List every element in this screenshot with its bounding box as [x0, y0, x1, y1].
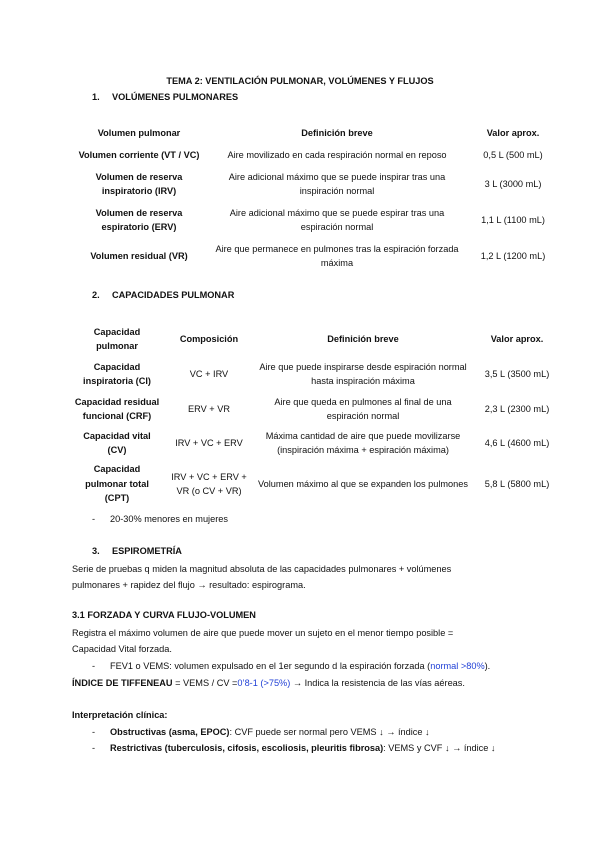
volume-name: Volumen corriente (VT / VC)	[78, 149, 200, 160]
paragraph-line: Registra el máximo volumen de aire que puede mover un sujeto en el menor tiempo posible =	[72, 628, 454, 638]
section-2-heading	[92, 290, 234, 300]
volumes-header-cell: Definición breve	[301, 127, 373, 138]
restrictive-bullet	[92, 740, 496, 756]
section-1-heading	[92, 92, 238, 102]
capacities-header-cell: Composición	[179, 333, 239, 344]
table-row	[72, 202, 558, 238]
table-row	[72, 392, 564, 426]
volume-definition: Aire que permanece en pulmones tras la espiración forzada máxima	[215, 243, 459, 268]
capacity-definition: Volumen máximo al que se expanden los pulmones	[258, 478, 468, 489]
interpretation-heading: Interpretación clínica:	[72, 710, 168, 720]
paragraph-line: Serie de pruebas q miden la magnitud absoluta de las capacidades pulmonares + volúmenes	[72, 564, 452, 574]
restrictive-label: Restrictivas (tuberculosis, cifosis, escoliosis, pleuritis fibrosa)	[110, 743, 384, 753]
volume-name: Volumen residual (VR)	[90, 250, 188, 261]
volumes-table	[72, 122, 558, 274]
tiffeneau-formula: = VEMS / CV =	[172, 678, 238, 688]
capacity-definition: Máxima cantidad de aire que puede movilizarse (inspiración máxima + espiración máxima)	[265, 430, 461, 455]
volume-definition: Aire adicional máximo que se puede espirar tras una espiración normal	[229, 207, 445, 232]
section-3-paragraph	[72, 561, 451, 593]
note-bullet	[92, 511, 228, 527]
volumes-header-cell: Volumen pulmonar	[97, 127, 181, 138]
table-row	[72, 426, 564, 460]
table-row	[72, 144, 558, 166]
capacity-composition: ERV + VR	[188, 403, 230, 414]
section-2-title: CAPACIDADES PULMONAR	[112, 290, 235, 300]
note-text: 20-30% menores en mujeres	[110, 514, 228, 524]
tiffeneau-line	[72, 675, 465, 691]
table-row	[72, 460, 564, 508]
capacity-definition: Aire que puede inspirarse desde espiración normal hasta inspiración máxima	[259, 361, 467, 386]
section-2-number: 2.	[92, 290, 100, 300]
volume-name: Volumen de reserva inspiratorio (IRV)	[95, 171, 183, 196]
capacity-composition: IRV + VC + ERV + VR (o CV + VR)	[171, 471, 247, 496]
bullet-dash: -	[92, 514, 96, 524]
capacities-header-cell: Definición breve	[327, 333, 399, 344]
capacities-table-header	[72, 322, 564, 356]
paragraph-line: Capacidad Vital forzada.	[72, 644, 172, 654]
capacity-value: 2,3 L (2300 mL)	[484, 403, 550, 414]
section-1-number: 1.	[92, 92, 100, 102]
tiffeneau-value: 0’8-1 (>75%)	[237, 678, 291, 688]
capacity-name: Capacidad inspiratoria (CI)	[83, 361, 151, 386]
capacity-composition: IRV + VC + ERV	[175, 437, 243, 448]
fev1-normal-value: normal >80%	[430, 661, 485, 671]
bullet-dash: -	[92, 727, 96, 737]
section-3-number: 3.	[92, 546, 100, 556]
capacities-header-cell: Valor aprox.	[490, 333, 544, 344]
table-row	[72, 166, 558, 202]
volume-value: 1,2 L (1200 mL)	[480, 250, 546, 261]
capacity-value: 3,5 L (3500 mL)	[484, 368, 550, 379]
table-row	[72, 238, 558, 274]
restrictive-text: : VEMS y CVF ↓ → índice ↓	[383, 743, 496, 753]
capacity-composition: VC + IRV	[189, 368, 229, 379]
capacity-value: 4,6 L (4600 mL)	[484, 437, 550, 448]
page-title: TEMA 2: VENTILACIÓN PULMONAR, VOLÚMENES Y FLUJOS	[166, 76, 434, 86]
obstructive-label: Obstructivas (asma, EPOC)	[110, 727, 230, 737]
capacity-name: Capacidad vital (CV)	[83, 430, 151, 455]
section-3-1-heading: 3.1 FORZADA Y CURVA FLUJO-VOLUMEN	[72, 610, 256, 620]
tiffeneau-end: → Indica la resistencia de las vías aéreas.	[290, 678, 465, 688]
section-3-title: ESPIROMETRÍA	[112, 546, 182, 556]
section-1-title: VOLÚMENES PULMONARES	[112, 92, 239, 102]
capacity-name: Capacidad residual funcional (CRF)	[74, 396, 160, 421]
tiffeneau-label: ÍNDICE DE TIFFENEAU	[72, 678, 173, 688]
paragraph-line: pulmonares + rapidez del flujo → resultado: espirograma.	[72, 580, 306, 590]
volume-definition: Aire adicional máximo que se puede inspirar tras una inspiración normal	[228, 171, 446, 196]
capacity-value: 5,8 L (5800 mL)	[484, 478, 550, 489]
volume-definition: Aire movilizado en cada respiración normal en reposo	[227, 149, 447, 160]
capacity-name: Capacidad pulmonar total (CPT)	[85, 464, 149, 504]
bullet-dash: -	[92, 743, 96, 753]
fev1-bullet	[92, 658, 490, 674]
table-row	[72, 356, 564, 392]
volumes-table-header	[72, 122, 558, 144]
bullet-dash: -	[92, 661, 96, 671]
capacity-definition: Aire que queda en pulmones al final de una espiración normal	[274, 396, 452, 421]
fev1-text: FEV1 o VEMS: volumen expulsado en el 1er segundo d la espiración forzada (	[110, 661, 431, 671]
volume-value: 1,1 L (1100 mL)	[481, 214, 545, 225]
obstructive-text: : CVF puede ser normal pero VEMS ↓ → índice ↓	[229, 727, 430, 737]
capacities-header-cell: Capacidad pulmonar	[93, 326, 141, 351]
section-3-heading	[92, 546, 182, 556]
fev1-end: ).	[484, 661, 491, 671]
volume-value: 3 L (3000 mL)	[484, 178, 542, 189]
obstructive-bullet	[92, 724, 430, 740]
volume-value: 0,5 L (500 mL)	[483, 149, 543, 160]
section-3-1-paragraph	[72, 625, 453, 657]
volumes-header-cell: Valor aprox.	[486, 127, 540, 138]
volume-name: Volumen de reserva espiratorio (ERV)	[95, 207, 183, 232]
capacities-table	[72, 322, 564, 508]
